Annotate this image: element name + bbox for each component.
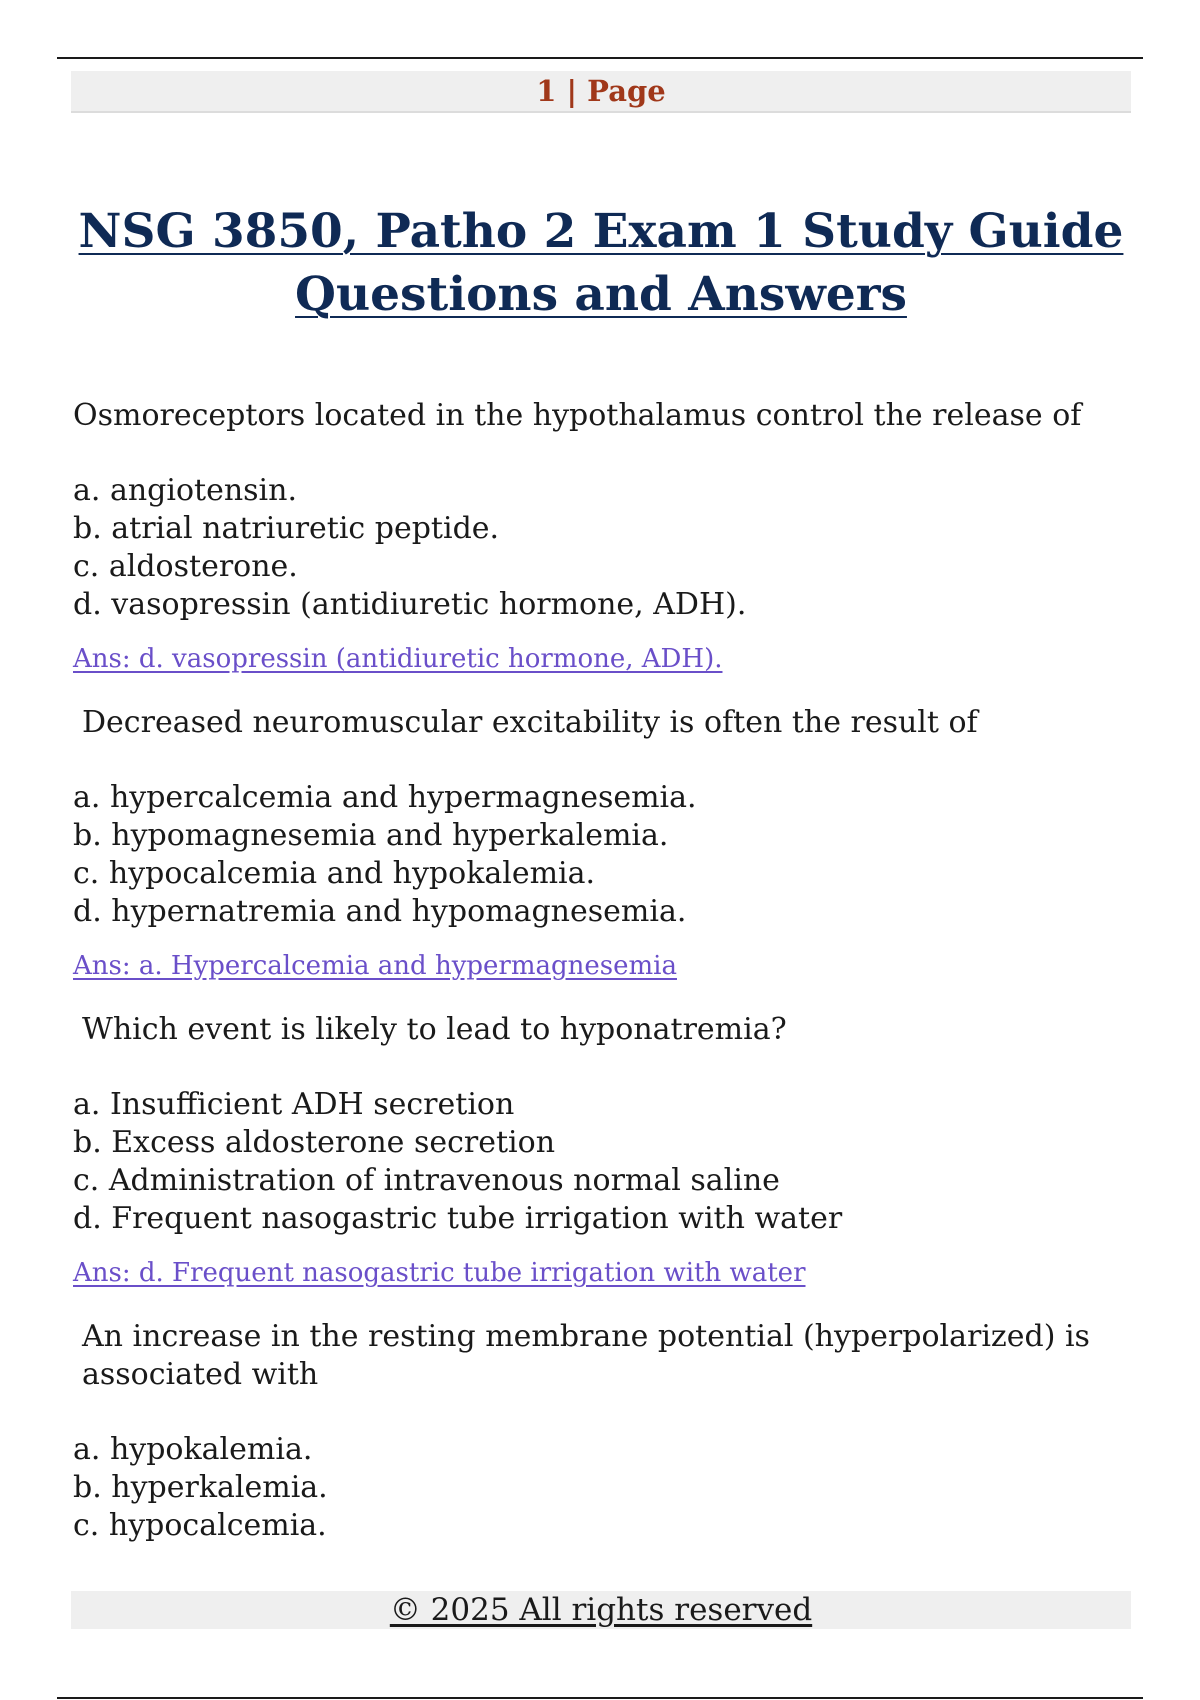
page-number-label: 1 | Page	[536, 74, 666, 108]
option-list	[73, 1431, 1133, 1545]
answer-link[interactable]: Ans: d. vasopressin (antidiuretic hormone, ADH).	[73, 644, 723, 674]
document-title	[71, 200, 1131, 326]
option-b: b. Excess aldosterone secretion	[73, 1125, 556, 1160]
bottom-rule	[57, 1697, 1143, 1699]
option-d: d. vasopressin (antidiuretic hormone, ADH).	[73, 587, 747, 622]
option-a: a. angiotensin.	[73, 473, 298, 508]
question-text: Which event is likely to lead to hyponatremia?	[82, 1012, 787, 1047]
option-list	[73, 779, 1133, 931]
question-text: An increase in the resting membrane potential (hyperpolarized) is associated with	[82, 1319, 1090, 1392]
option-c: c. hypocalcemia and hypokalemia.	[73, 856, 596, 891]
question-text: Osmoreceptors located in the hypothalamus control the release of	[73, 398, 1082, 433]
answer-link[interactable]: Ans: a. Hypercalcemia and hypermagnesemia	[73, 951, 677, 981]
option-c: c. Administration of intravenous normal saline	[73, 1163, 780, 1198]
title-line-2: Questions and Answers	[295, 267, 907, 322]
title-line-1: NSG 3850, Patho 2 Exam 1 Study Guide	[78, 204, 1124, 259]
option-c: c. hypocalcemia.	[73, 1508, 327, 1543]
option-b: b. hypomagnesemia and hyperkalemia.	[73, 818, 669, 853]
question-4	[73, 1318, 1133, 1545]
question-text: Decreased neuromuscular excitability is often the result of	[82, 705, 978, 740]
option-d: d. hypernatremia and hypomagnesemia.	[73, 894, 687, 929]
page-footer	[71, 1591, 1131, 1629]
question-1	[73, 397, 1133, 677]
option-list	[73, 1086, 1133, 1238]
option-c: c. aldosterone.	[73, 549, 298, 584]
option-list	[73, 472, 1133, 624]
question-list	[73, 397, 1133, 1572]
page-header	[71, 71, 1131, 113]
option-a: a. Insufficient ADH secretion	[73, 1087, 515, 1122]
question-2	[73, 704, 1133, 984]
question-3	[73, 1011, 1133, 1291]
option-a: a. hypercalcemia and hypermagnesemia.	[73, 780, 697, 815]
option-b: b. atrial natriuretic peptide.	[73, 511, 500, 546]
top-rule	[57, 57, 1143, 59]
answer-link[interactable]: Ans: d. Frequent nasogastric tube irrigation with water	[73, 1258, 806, 1288]
option-b: b. hyperkalemia.	[73, 1470, 328, 1505]
copyright-text: © 2025 All rights reserved	[389, 1592, 813, 1628]
option-d: d. Frequent nasogastric tube irrigation with water	[73, 1201, 843, 1236]
option-a: a. hypokalemia.	[73, 1432, 313, 1467]
